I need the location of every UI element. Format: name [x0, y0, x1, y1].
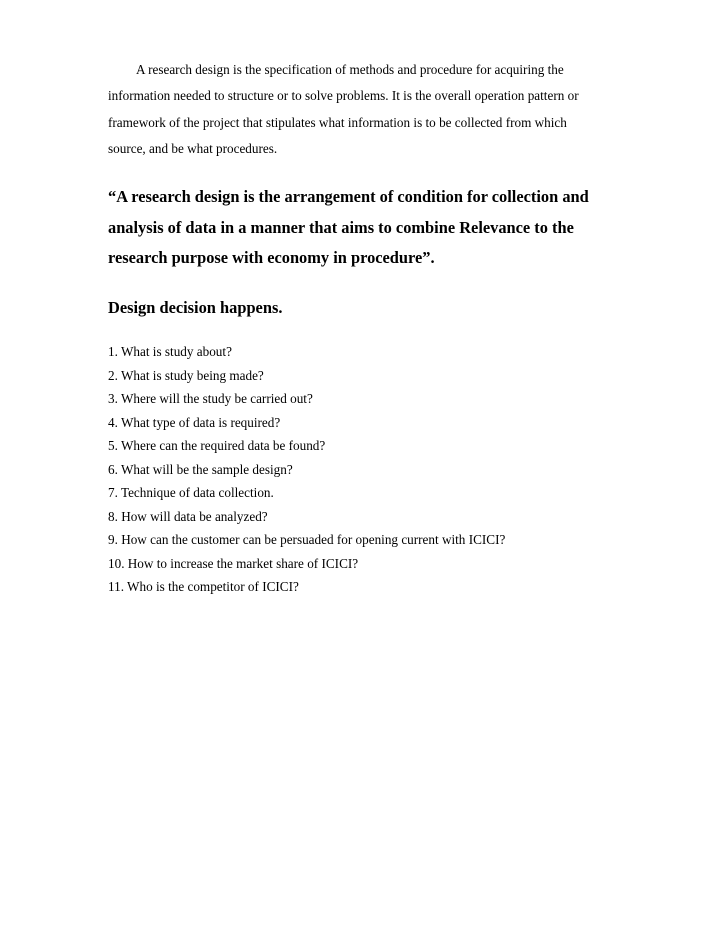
- list-item: 10. How to increase the market share of ICICI?: [108, 555, 359, 571]
- list-item: 5. Where can the required data be found?: [108, 438, 326, 453]
- list-item: 6. What will be the sample design?: [108, 461, 293, 477]
- definition-quote-line: research purpose with economy in procedure”.: [108, 248, 435, 267]
- list-item: 11. Who is the competitor of ICICI?: [108, 579, 299, 594]
- list-item: 7. Technique of data collection.: [108, 485, 274, 500]
- definition-quote-line: “A research design is the arrangement of condition for collection and: [108, 187, 589, 206]
- list-item: 4. What type of data is required?: [108, 414, 281, 430]
- intro-paragraph: [108, 57, 638, 162]
- definition-quote: [108, 182, 648, 274]
- list-item: 1. What is study about?: [108, 344, 232, 359]
- question-list: [108, 340, 668, 599]
- intro-paragraph-line: A research design is the specification of methods and procedure for acquiring the: [136, 62, 564, 77]
- intro-paragraph-line: framework of the project that stipulates what information is to be collected from which: [108, 114, 567, 130]
- definition-quote-line: analysis of data in a manner that aims to combine Relevance to the: [108, 217, 574, 237]
- intro-paragraph-line: source, and be what procedures.: [108, 140, 278, 156]
- list-item: 3. Where will the study be carried out?: [108, 391, 313, 406]
- list-item: 8. How will data be analyzed?: [108, 508, 268, 524]
- list-item: 2. What is study being made?: [108, 367, 264, 383]
- section-heading: Design decision happens.: [108, 298, 283, 317]
- list-item: 9. How can the customer can be persuaded for opening current with ICICI?: [108, 532, 506, 547]
- intro-paragraph-line: information needed to structure or to solve problems. It is the overall operation pattern or: [108, 88, 579, 104]
